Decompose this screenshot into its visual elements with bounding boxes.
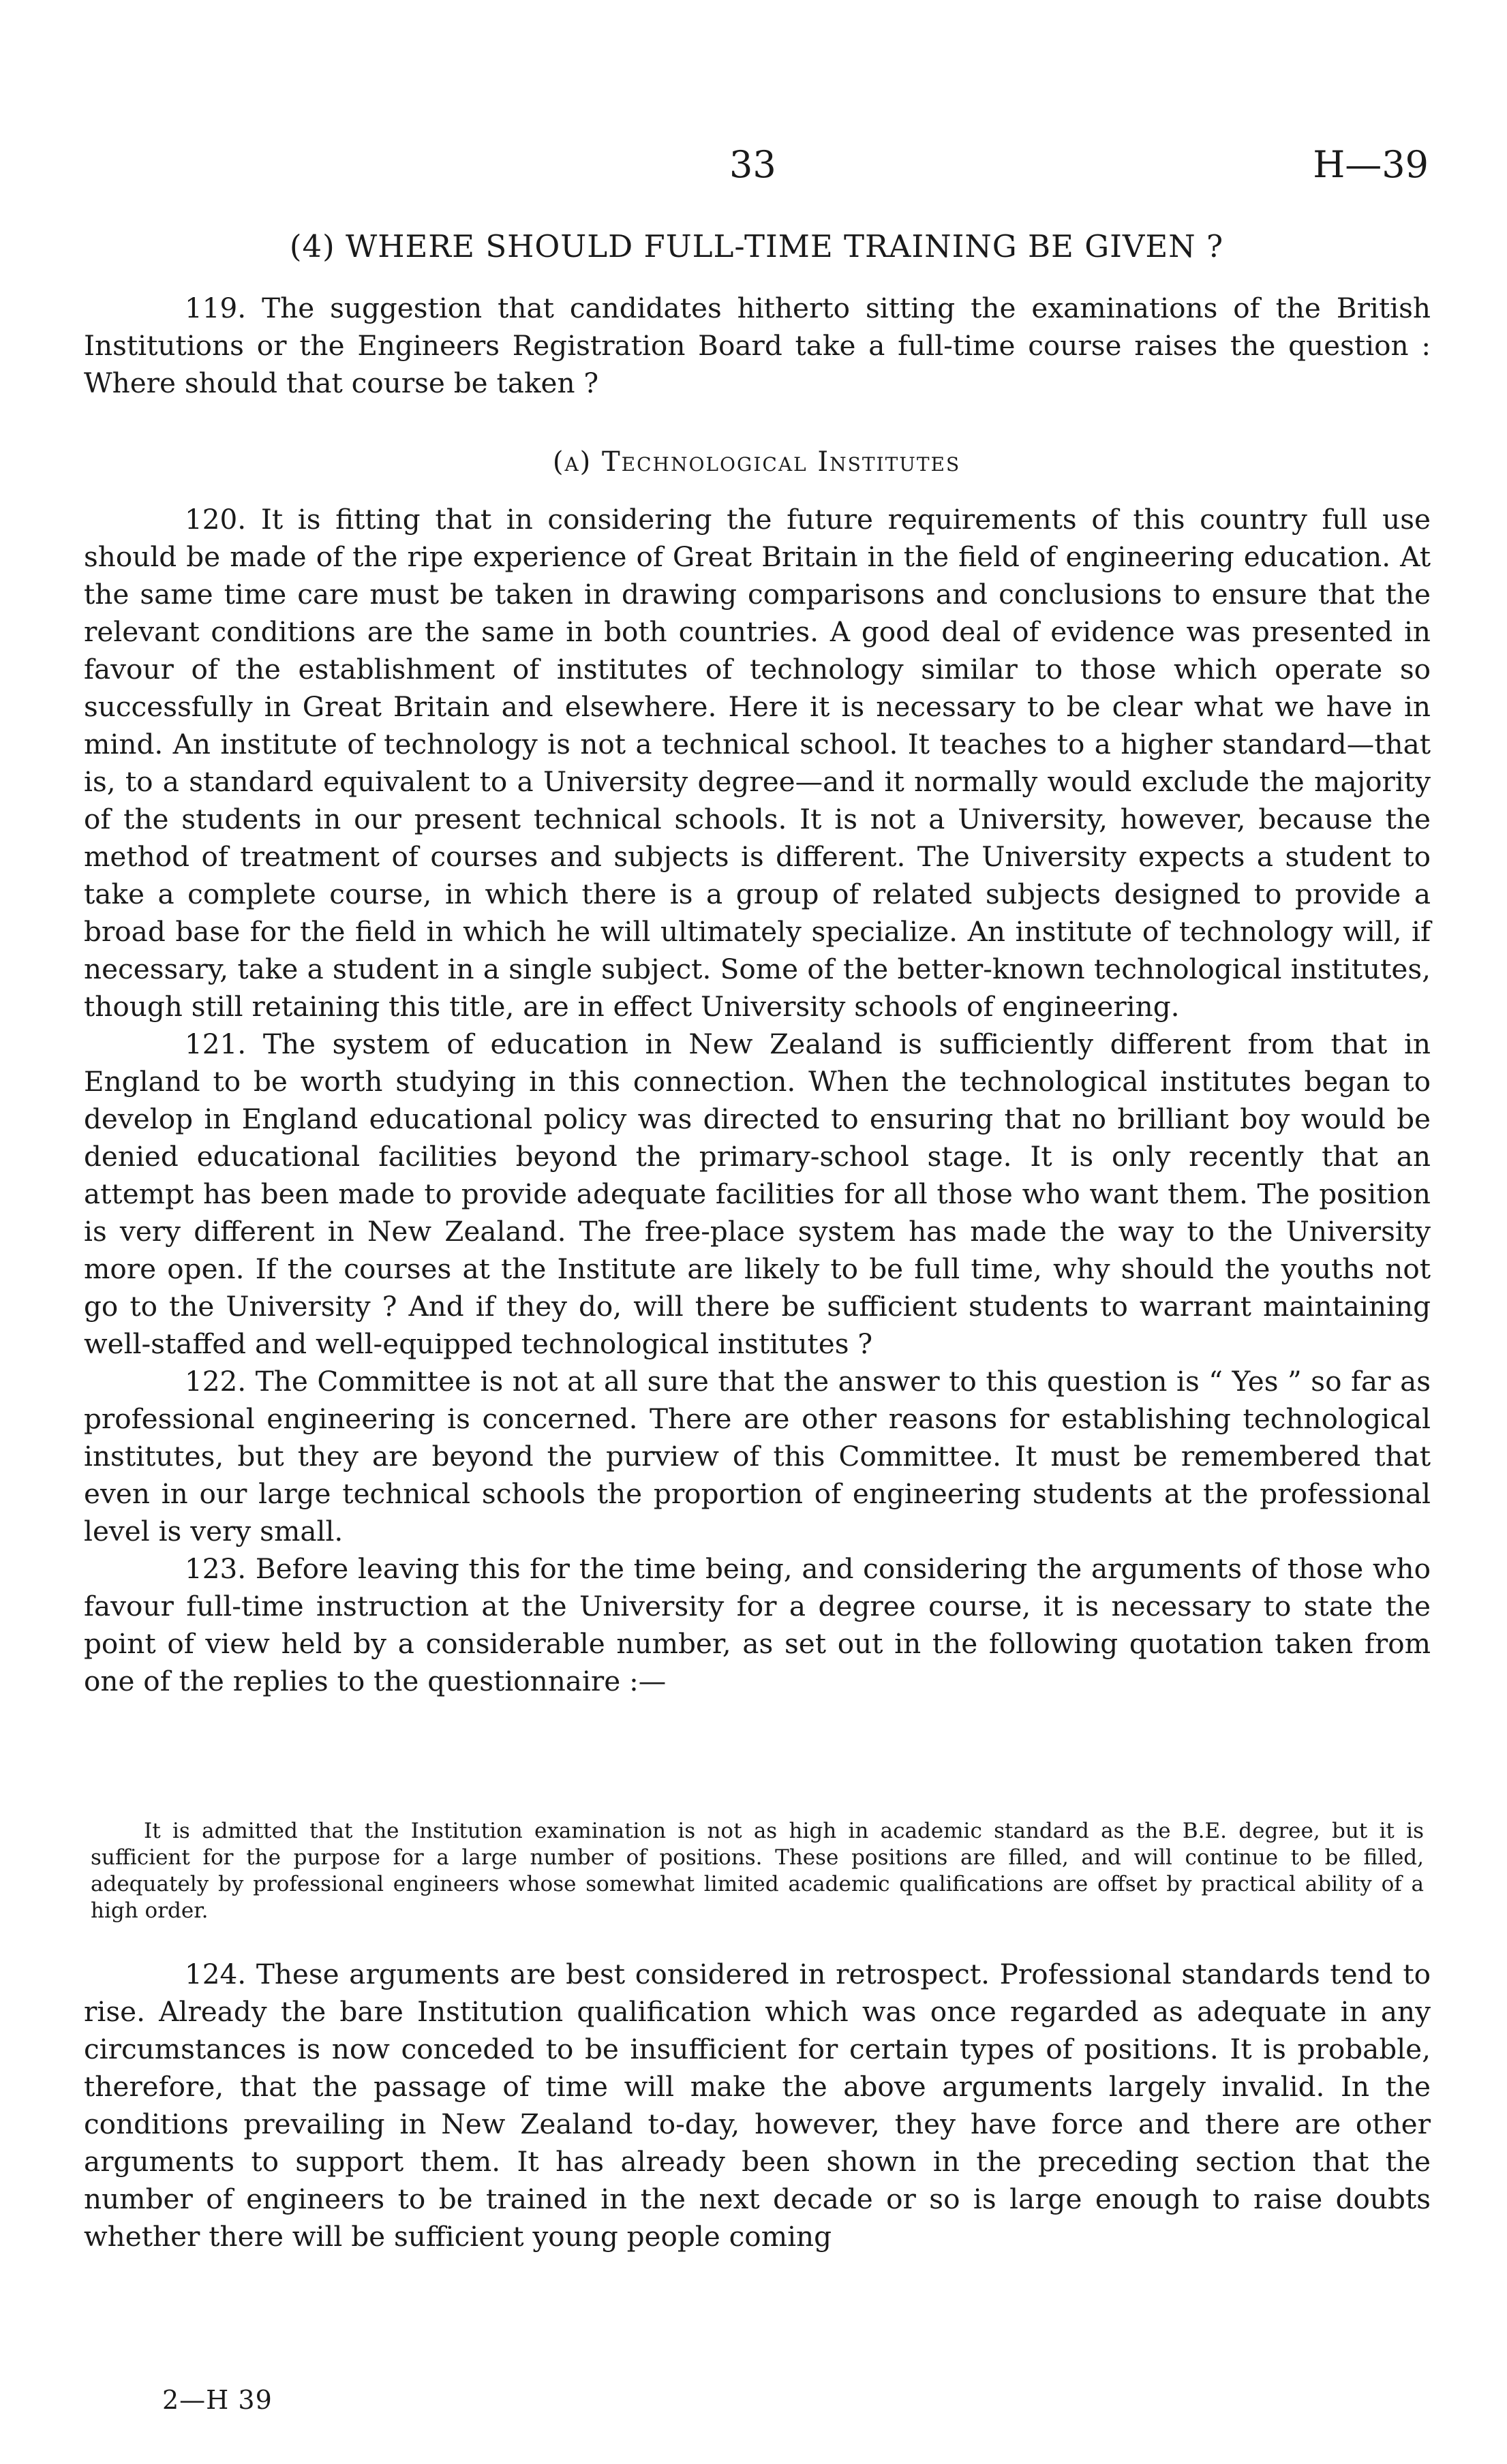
paragraph-123: 123. Before leaving this for the time being, and considering the arguments of those who favour full-time instruction at the University for a degree course, it is necessary to state the point of view held by a considerable number, as set out in the following quotation taken from one of the replies to the questionnaire :— (84, 1552, 1431, 1697)
document-reference: H—39 (1313, 143, 1429, 186)
quotation-block (84, 1818, 1431, 1924)
intro-block (84, 290, 1431, 402)
printer-signature: 2—H 39 (162, 2385, 273, 2415)
section-heading: (4) WHERE SHOULD FULL-TIME TRAINING BE GIVEN ? (289, 228, 1224, 264)
paragraph-122: 122. The Committee is not at all sure that the answer to this question is “ Yes ” so far as professional engineering is concerned. There are other reasons for establishing technological institutes, but they are beyond the purview of this Committee. It must be remembered that even in our large technical schools the proportion of engineering students at the professional level is very small. (84, 1365, 1431, 1547)
questionnaire-quotation: It is admitted that the Institution examination is not as high in academic standard as the B.E. degree, but it is sufficient for the purpose for a large number of positions. These positions are filled, and will continue to be filled, adequately by professional engineers whose somewhat limited academic qualifications are offset by practical ability of a high order. (91, 1819, 1424, 1923)
page-number: 33 (729, 143, 776, 186)
paragraph-121: 121. The system of education in New Zealand is sufficiently different from that in England to be worth studying in this connection. When the technological institutes began to develop in England educational policy was directed to ensuring that no brilliant boy would be denied educational facilities beyond the primary-school stage. It is only recently that an attempt has been made to provide adequate facilities for all those who want them. The position is very different in New Zealand. The free-place system has made the way to the University more open. If the courses at the Institute are likely to be full time, why should the youths not go to the University ? And if they do, will there be sufficient students to warrant maintaining well-staffed and well-equipped technological institutes ? (84, 1028, 1431, 1360)
main-text-block (84, 501, 1431, 1700)
paragraph-120: 120. It is fitting that in considering the future requirements of this country full use should be made of the ripe experience of Great Britain in the field of engineering education. At the same time care must be taken in drawing comparisons and conclusions to ensure that the relevant conditions are the same in both countries. A good deal of evidence was presented in favour of the establishment of institutes of technology similar to those which operate so successfully in Great Britain and elsewhere. Here it is necessary to be clear what we have in mind. An institute of technology is not a technical school. It teaches to a higher standard—that is, to a standard equivalent to a University degree—and it normally would exclude the majority of the students in our present technical schools. It is not a University, however, because the method of treatment of courses and subjects is different. The University expects a student to take a complete course, in which there is a group of related subjects designed to provide a broad base for the field in which he will ultimately specialize. An institute of technology will, if necessary, take a student in a single subject. Some of the better-known technological institutes, though still retaining this title, are in effect University schools of engineering. (84, 503, 1431, 1023)
paragraph-119: 119. The suggestion that candidates hitherto sitting the examinations of the British Institutions or the Engineers Registration Board take a full-time course raises the question : Where should that course be taken ? (84, 292, 1431, 399)
paragraph-124: 124. These arguments are best considered in retrospect. Professional standards tend to rise. Already the bare Institution qualification which was once regarded as adequate in any circumstances is now conceded to be insufficient for certain types of positions. It is probable, therefore, that the passage of time will make the above arguments largely invalid. In the conditions prevailing in New Zealand to-day, however, they have force and there are other arguments to support them. It has already been shown in the preceding section that the number of engineers to be trained in the next decade or so is large enough to raise doubts whether there will be sufficient young people coming (84, 1958, 1431, 2253)
closing-text-block (84, 1956, 1431, 2255)
subsection-heading: (a) Technological Institutes (552, 446, 961, 478)
